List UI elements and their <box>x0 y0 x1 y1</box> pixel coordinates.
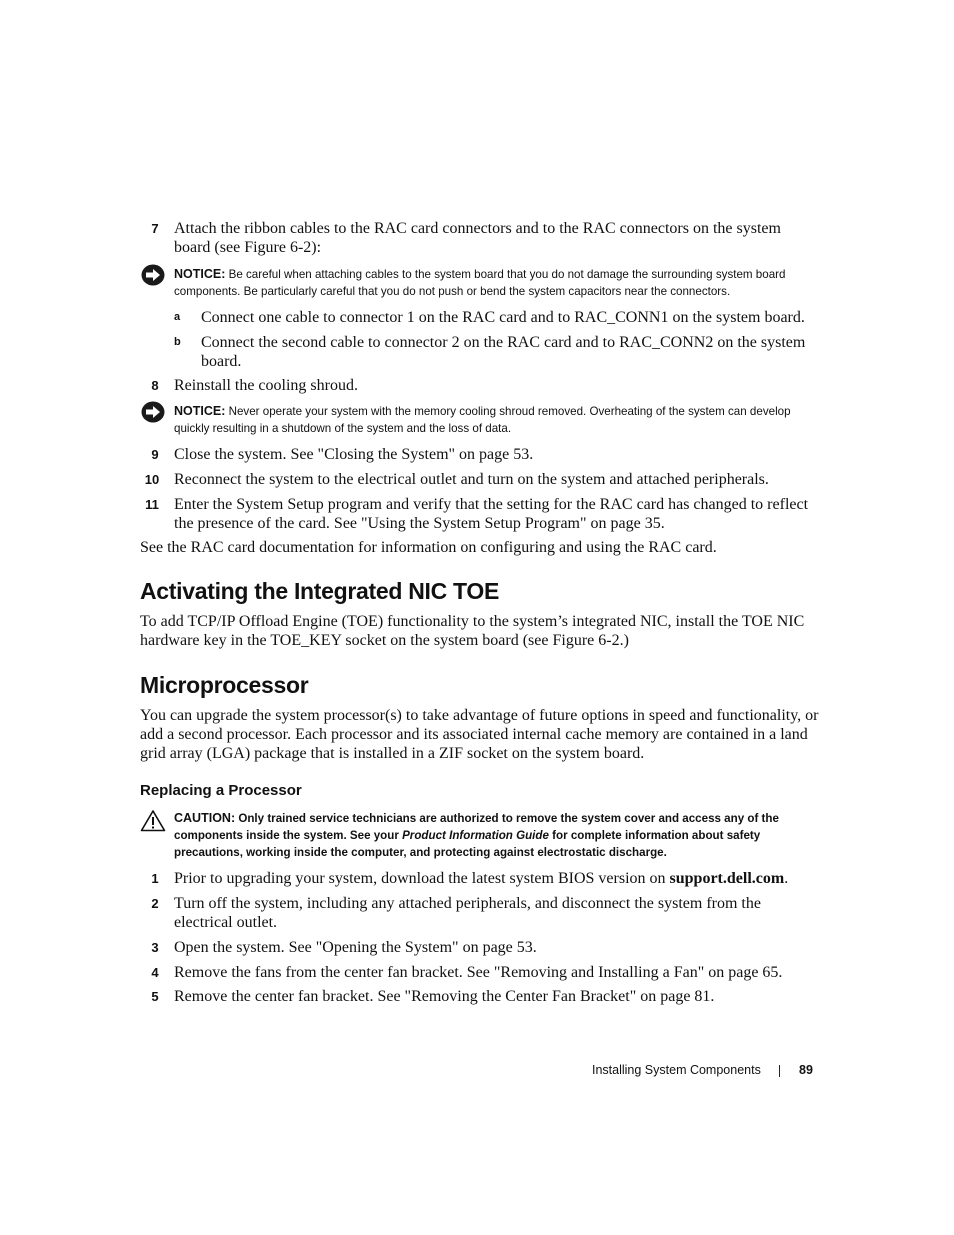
step-number: 1 <box>151 871 159 886</box>
guide-title: Product Information Guide <box>402 829 549 842</box>
subsection-heading: Replacing a Processor <box>140 782 302 799</box>
step-text <box>174 869 819 888</box>
step-text: Attach the ribbon cables to the RAC card connectors and to the RAC connectors on the system board (see Figure 6-2): <box>174 220 781 256</box>
footer-section-title: Installing System Components <box>592 1063 761 1077</box>
step-text: Remove the fans from the center fan bracket. See "Removing and Installing a Fan" on page 65. <box>174 964 783 981</box>
step-text: Turn off the system, including any attached peripherals, and disconnect the system from the electrical outlet. <box>174 895 761 931</box>
step-text: Reinstall the cooling shroud. <box>174 377 358 394</box>
step-text-part: Prior to upgrading your system, download the latest system BIOS version on <box>174 870 670 887</box>
notice-text <box>174 266 824 300</box>
notice-text <box>174 403 824 437</box>
step-text: Remove the center fan bracket. See "Removing the Center Fan Bracket" on page 81. <box>174 988 715 1005</box>
page-number: 89 <box>799 1063 813 1077</box>
step-text-part: . <box>784 870 789 887</box>
step-number: 8 <box>151 378 159 393</box>
step-text: Enter the System Setup program and verify that the setting for the RAC card has changed to reflect the presence of the card. See "Using the System Setup Program" on page 35. <box>174 496 809 532</box>
caution-label: CAUTION: <box>174 811 236 825</box>
step-text: Reconnect the system to the electrical outlet and turn on the system and attached peripherals. <box>174 471 769 488</box>
step-number: 11 <box>145 497 159 512</box>
body-paragraph: See the RAC card documentation for information on configuring and using the RAC card. <box>140 539 717 556</box>
step-number: 7 <box>151 221 159 236</box>
support-link[interactable]: support.dell.com <box>669 870 785 887</box>
substep-text: Connect the second cable to connector 2 on the RAC card and to RAC_CONN2 on the system board. <box>201 334 806 370</box>
body-paragraph: You can upgrade the system processor(s) to take advantage of future options in speed and functionality, or add a second processor. Each processor and its associated internal cache memory are contained in a land grid array (LGA) package that is installed in a ZIF socket on the system board. <box>140 707 819 762</box>
step-number: 4 <box>151 965 159 980</box>
section-heading: Microprocessor <box>140 672 309 698</box>
section-heading: Activating the Integrated NIC TOE <box>140 578 499 604</box>
caution-text <box>174 810 824 861</box>
step-text: Open the system. See "Opening the System" on page 53. <box>174 939 537 956</box>
step-number: 5 <box>151 989 159 1004</box>
notice-body: Never operate your system with the memory cooling shroud removed. Overheating of the system can develop quickly resulting in a shutdown of the system and the loss of data. <box>174 405 791 435</box>
footer-divider <box>779 1065 780 1077</box>
notice-arrow-icon <box>141 401 165 428</box>
caution-body: for complete information about safety precautions, working inside the computer, and protecting against electrostatic discharge. <box>174 829 761 859</box>
body-paragraph: To add TCP/IP Offload Engine (TOE) functionality to the system’s integrated NIC, install the TOE NIC hardware key in the TOE_KEY socket on the system board (see Figure 6-2.) <box>140 613 805 649</box>
step-number: 3 <box>151 940 159 955</box>
substep-letter: b <box>174 336 181 348</box>
step-number: 9 <box>151 447 159 462</box>
notice-body: Be careful when attaching cables to the system board that you do not damage the surrounding system board components. Be particularly careful that you do not push or bend the system capacitors near the connectors. <box>174 268 786 298</box>
step-text: Close the system. See "Closing the System" on page 53. <box>174 446 534 463</box>
step-number: 2 <box>151 896 159 911</box>
step-number: 10 <box>144 472 160 487</box>
substep-letter: a <box>174 311 181 323</box>
notice-label: NOTICE: <box>174 404 226 418</box>
caution-body: Only trained service technicians are authorized to remove the system cover and access any of the components inside the system. See your <box>174 812 779 842</box>
notice-arrow-icon <box>141 264 165 291</box>
caution-triangle-icon <box>140 809 166 837</box>
substep-text: Connect one cable to connector 1 on the RAC card and to RAC_CONN1 on the system board. <box>201 309 805 326</box>
notice-label: NOTICE: <box>174 267 226 281</box>
